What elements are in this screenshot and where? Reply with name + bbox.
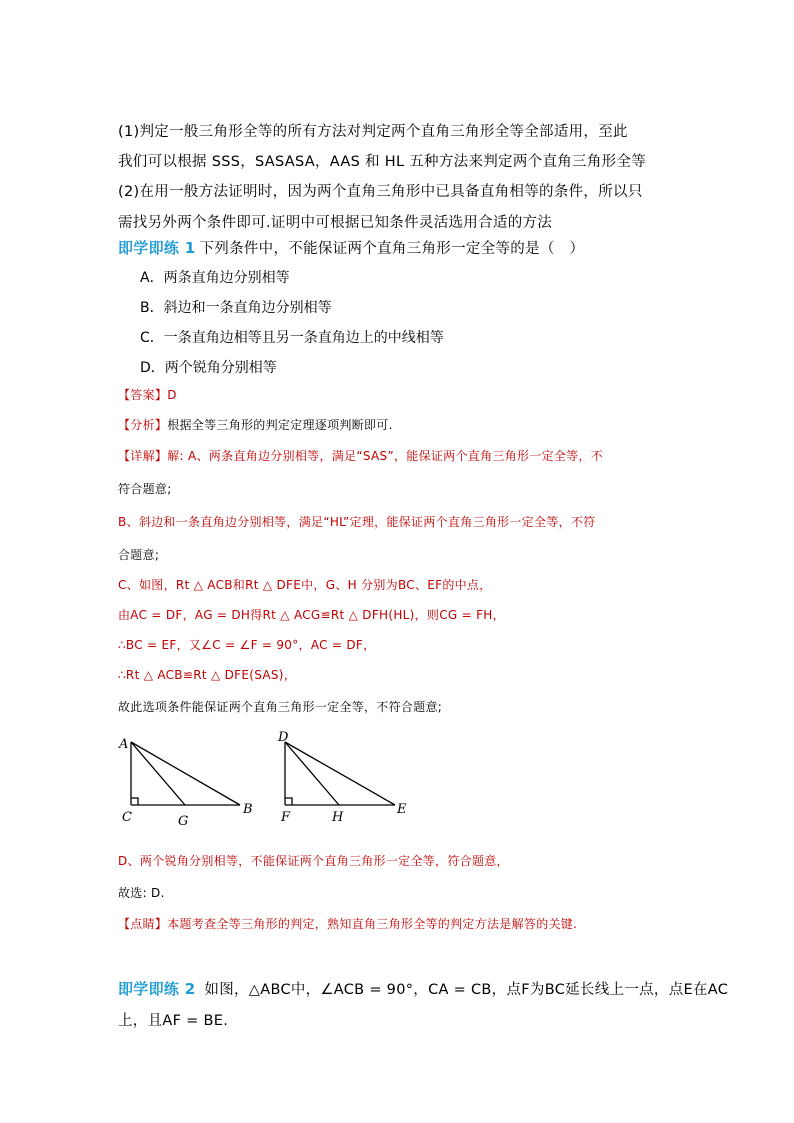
detail-line-7: ∴BC = EF，又∠C = ∠F = 90°，AC = DF，: [118, 638, 376, 652]
option-b: B．斜边和一条直角边分别相等: [140, 300, 332, 316]
answer-value: D: [167, 388, 177, 402]
label-g: G: [178, 814, 189, 829]
detail-tag: 【详解】: [118, 449, 168, 463]
analysis-line: [118, 416, 393, 433]
detail-line-2: 符合题意;: [118, 482, 172, 496]
answer-tag: 【答案】: [118, 388, 168, 402]
option-a: A．两条直角边分别相等: [140, 270, 290, 286]
intro-line-3: (2)在用一般方法证明时，因为两个直角三角形中已具备直角相等的条件，所以只: [118, 184, 643, 200]
detail-line-8: ∴Rt △ ACB≌Rt △ DFE(SAS)，: [118, 668, 297, 682]
detail-line-5: C、如图，Rt △ ACB和Rt △ DFE中，G、H 分别为BC、EF的中点，: [118, 578, 492, 592]
triangles-figure: [110, 725, 430, 835]
detail-text-1: 解: A、两条直角边分别相等，满足“SAS”，能保证两个直角三角形一定全等，不: [167, 449, 604, 463]
exercise-2-text-1: 如图，△ABC中，∠ACB = 90°，CA = CB，点F为BC延长线上一点，点E在AC: [204, 982, 729, 998]
label-a: A: [119, 737, 129, 752]
exercise-1-label: 即学即练 1: [118, 239, 196, 257]
intro-line-1: (1)判定一般三角形全等的所有方法对判定两个直角三角形全等全部适用，至此: [118, 124, 628, 140]
analysis-tag: 【分析】: [118, 418, 168, 432]
exercise-2-label: 即学即练 2: [118, 980, 196, 998]
intro-line-2: 我们可以根据 SSS，SASASA，AAS 和 HL 五种方法来判定两个直角三角形全等: [118, 154, 647, 170]
label-h: H: [332, 810, 344, 825]
triangle-acb: [131, 742, 240, 805]
exercise-1-question: [118, 237, 584, 258]
analysis-text: 根据全等三角形的判定定理逐项判断即可.: [167, 418, 393, 432]
exercise-1-question-text: 下列条件中，不能保证两个直角三角形一定全等的是（ ）: [199, 241, 585, 257]
option-c: C．一条直角边相等且另一条直角边上的中线相等: [140, 330, 444, 346]
exercise-2-line-1: [118, 978, 728, 999]
label-e: E: [397, 802, 407, 817]
triangle-dfe: [285, 742, 395, 805]
option-d: D．两个锐角分别相等: [140, 360, 277, 376]
comment-tag: 【点睛】: [118, 917, 168, 931]
detail-line-6: 由AC = DF，AG = DH得Rt △ ACG≌Rt △ DFH(HL)，则CG = FH，: [118, 608, 505, 622]
exercise-2-line-2: 上，且AF = BE.: [118, 1013, 229, 1029]
after-line-1: D、两个锐角分别相等，不能保证两个直角三角形一定全等，符合题意，: [118, 854, 509, 868]
detail-line-9: 故此选项条件能保证两个直角三角形一定全等，不符合题意;: [118, 700, 443, 714]
intro-line-4: 需找另外两个条件即可.证明中可根据已知条件灵活选用合适的方法: [118, 215, 553, 231]
comment-text: 本题考查全等三角形的判定，熟知直角三角形全等的判定方法是解答的关键.: [167, 917, 578, 931]
label-d: D: [278, 730, 289, 745]
detail-line-3: B、斜边和一条直角边分别相等，满足“HL”定理，能保证两个直角三角形一定全等，不符: [118, 515, 596, 529]
comment-line: [118, 915, 577, 932]
label-b: B: [243, 802, 253, 817]
detail-line-1: [118, 447, 603, 464]
answer-line: [118, 386, 177, 403]
label-f: F: [281, 810, 291, 825]
label-c: C: [122, 810, 132, 825]
detail-line-4: 合题意;: [118, 548, 160, 562]
after-line-2: 故选: D.: [118, 886, 165, 900]
